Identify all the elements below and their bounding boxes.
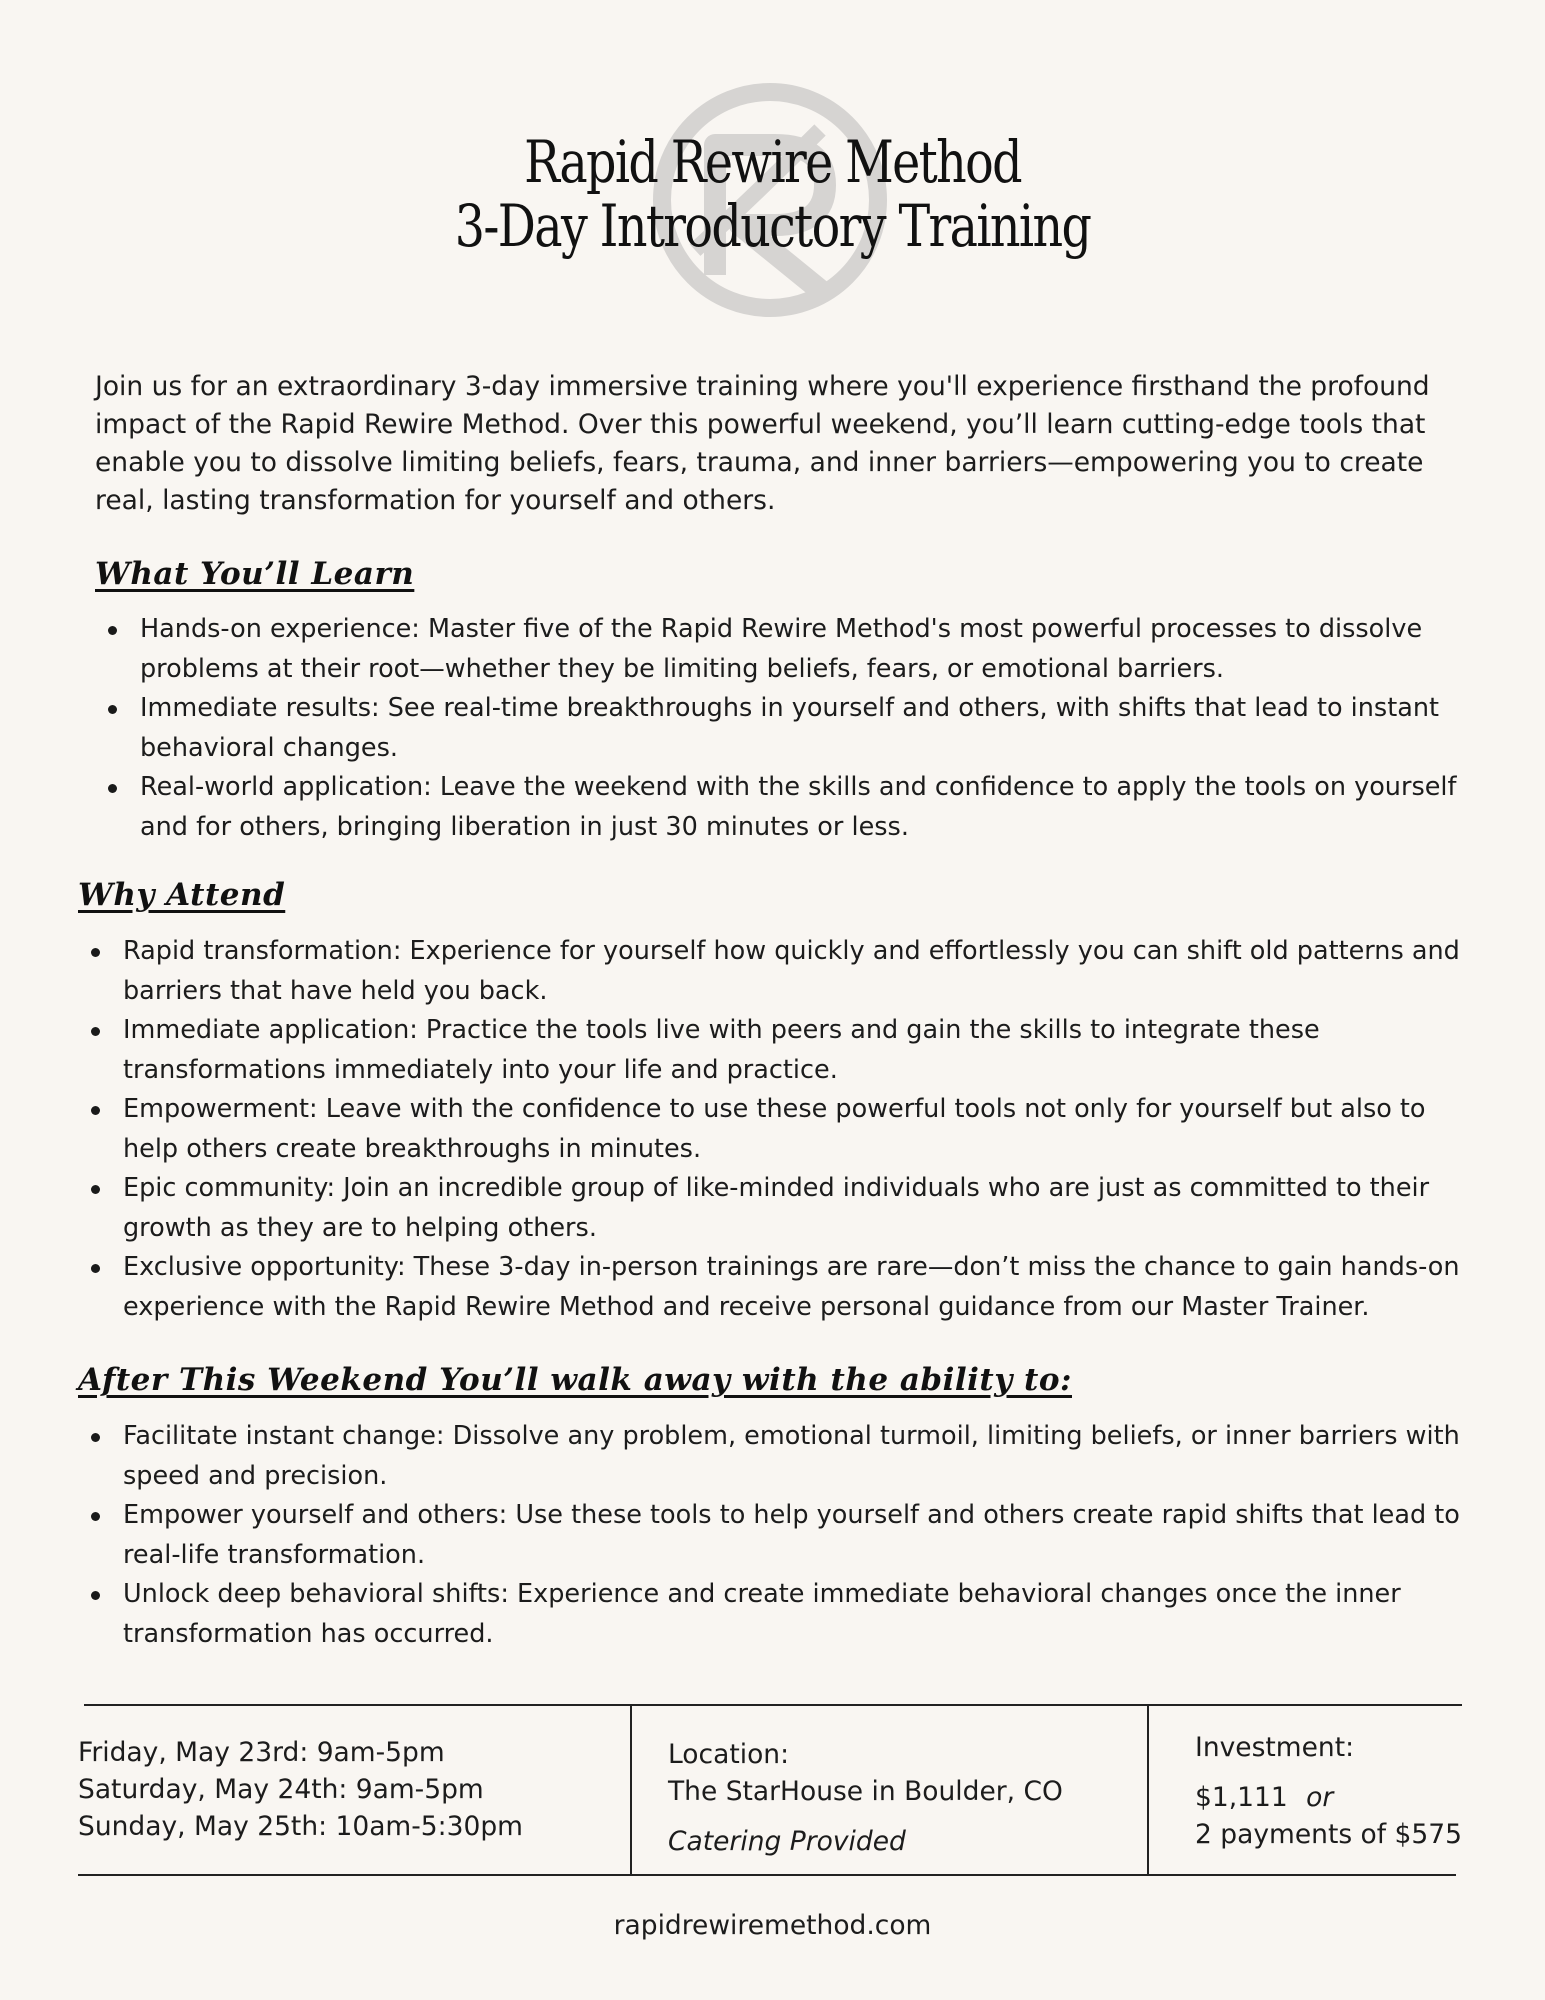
attend-list [78, 932, 1473, 1327]
location-cell [668, 1736, 1063, 1860]
after-heading: After This Weekend You’ll walk away with the ability to: [78, 1362, 1072, 1398]
list-item: Rapid transformation: Experience for yourself how quickly and effortlessly you can shift old patterns and barriers that have held you back. [78, 932, 1473, 1011]
catering-note: Catering Provided [668, 1826, 906, 1857]
list-item: Epic community: Join an incredible group of like-minded individuals who are just as committed to their growth as they are to helping others. [78, 1169, 1473, 1248]
investment-cell [1195, 1729, 1462, 1853]
price: $1,111 [1195, 1782, 1288, 1813]
list-item: Immediate application: Practice the tools live with peers and gain the skills to integrate these transformations immediately into your life and practice. [78, 1011, 1473, 1090]
list-item: Exclusive opportunity: These 3-day in-person trainings are rare—don’t miss the chance to gain hands-on experience with the Rapid Rewire Method and receive personal guidance from our Master Trainer. [78, 1248, 1473, 1327]
investment-label: Investment: [1195, 1732, 1355, 1763]
title-line-2: 3-Day Introductory Training [454, 192, 1091, 260]
payments-option: 2 payments of $575 [1195, 1819, 1462, 1850]
schedule-day: Friday, May 23rd: 9am-5pm [78, 1737, 445, 1768]
schedule-day: Saturday, May 24th: 9am-5pm [78, 1774, 484, 1805]
details-divider-1 [630, 1705, 632, 1875]
schedule-day: Sunday, May 25th: 10am-5:30pm [78, 1811, 523, 1842]
schedule-cell [78, 1734, 523, 1845]
title-line-1: Rapid Rewire Method [524, 128, 1021, 196]
page-title [139, 130, 1406, 258]
list-item: Unlock deep behavioral shifts: Experience and create immediate behavioral changes once the inner transformation has occurred. [78, 1575, 1473, 1654]
list-item: Facilitate instant change: Dissolve any problem, emotional turmoil, limiting beliefs, or inner barriers with speed and precision. [78, 1417, 1473, 1496]
after-list [78, 1417, 1473, 1654]
details-divider-2 [1147, 1705, 1149, 1875]
learn-heading: What You’ll Learn [95, 556, 415, 592]
learn-list [95, 610, 1475, 847]
list-item: Real-world application: Leave the weekend with the skills and confidence to apply the tools on yourself and for others, bringing liberation in just 30 minutes or less. [95, 768, 1475, 847]
location-value: The StarHouse in Boulder, CO [668, 1776, 1063, 1807]
price-line [1195, 1779, 1462, 1816]
list-item: Empowerment: Leave with the confidence to use these powerful tools not only for yourself but also to help others create breakthroughs in minutes. [78, 1090, 1473, 1169]
list-item: Hands-on experience: Master five of the Rapid Rewire Method's most powerful processes to dissolve problems at their root—whether they be limiting beliefs, fears, or emotional barriers. [95, 610, 1475, 689]
details-top-divider [84, 1704, 1462, 1706]
website-url[interactable]: rapidrewiremethod.com [613, 1910, 932, 1941]
list-item: Immediate results: See real-time breakthroughs in yourself and others, with shifts that lead to instant behavioral changes. [95, 689, 1475, 768]
details-bottom-divider [78, 1874, 1456, 1876]
attend-heading: Why Attend [78, 877, 286, 913]
list-item: Empower yourself and others: Use these tools to help yourself and others create rapid shifts that lead to real-life transformation. [78, 1496, 1473, 1575]
location-label: Location: [668, 1739, 790, 1770]
or-text: or [1306, 1782, 1334, 1813]
intro-paragraph: Join us for an extraordinary 3-day immersive training where you'll experience firsthand the profound impact of the Rapid Rewire Method. Over this powerful weekend, you’ll learn cutting-edge tools that enable you to dissolve limiting beliefs, fears, trauma, and inner barriers—empowering you to create real, lasting transformation for yourself and others. [95, 371, 1430, 516]
